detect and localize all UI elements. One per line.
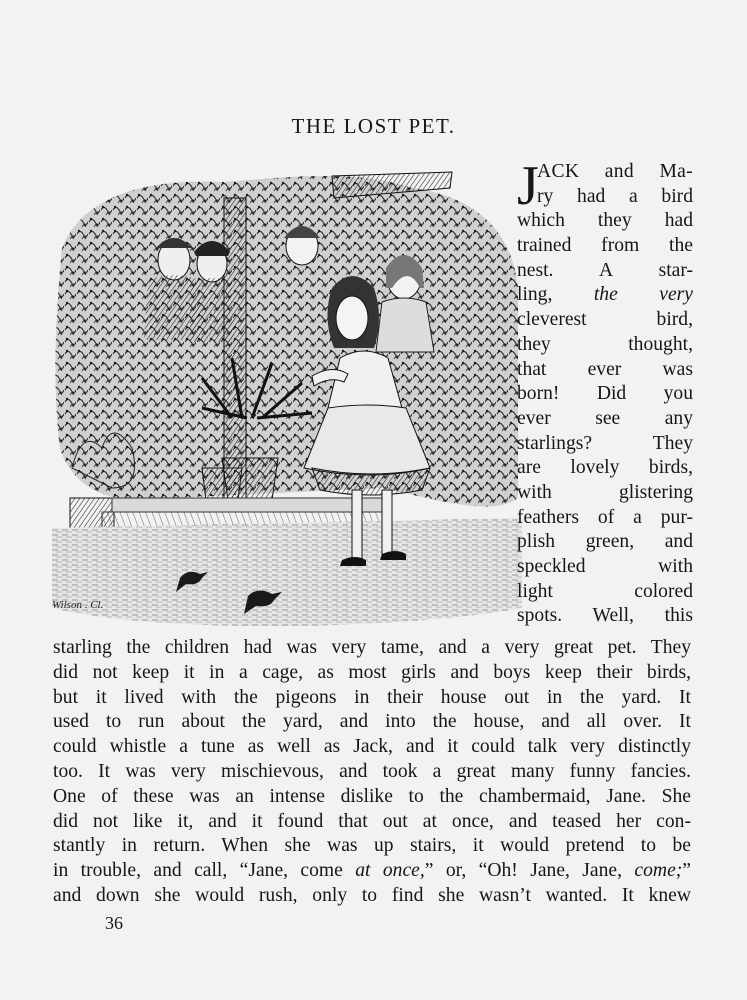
side-line-italic: [517, 283, 693, 308]
page-title: THE LOST PET.: [291, 114, 456, 138]
body-line: too. It was very mischievous, and took a great many funny fancies.: [53, 760, 691, 782]
engraving-garden-scene: [52, 168, 522, 636]
body-line: did not keep it in a cage, as most girls and boys keep their birds,: [53, 661, 691, 683]
side-line: that ever was: [517, 358, 693, 380]
side-line: light colored: [517, 580, 693, 602]
side-line: plish green, and: [517, 531, 693, 553]
body-line: could whistle a tune as well as Jack, and it could talk very distinctly: [53, 736, 691, 758]
side-line: born! Did you: [517, 383, 693, 405]
side-line: ACK and Ma-: [537, 161, 693, 182]
page-number: 36: [105, 913, 123, 933]
body-fragment: ” or, “Oh! Jane, Jane,: [424, 860, 635, 882]
side-line: nest. A star-: [517, 259, 693, 281]
body-fragment: ”: [682, 860, 691, 882]
body-fragment: in trouble, and call, “Jane, come: [53, 860, 356, 882]
body-line: did not like it, and it found that out at once, and teased her con-: [53, 810, 691, 832]
body-line: but it lived with the pigeons in their house out in the yard. It: [53, 686, 691, 708]
side-line: feathers of a pur-: [517, 506, 693, 528]
side-line: speckled with: [517, 556, 693, 577]
engraving-illustration: [52, 168, 522, 636]
body-line: stantly in return. When she was up stairs, it would pretend to be: [53, 835, 691, 857]
side-text-column: [517, 155, 693, 629]
side-line-prefix: ling,: [517, 284, 594, 306]
side-line: with glistering: [517, 481, 693, 503]
body-line: and down she would rush, only to find she wasn’t wanted. It knew: [53, 884, 691, 906]
body-text: [53, 636, 691, 909]
body-line: One of these was an intense dislike to the chambermaid, Jane. She: [53, 785, 691, 807]
side-line: spots. Well, this: [517, 605, 693, 627]
side-line: are lovely birds,: [517, 457, 693, 479]
body-line: starling the children had was very tame, and a very great pet. They: [53, 637, 691, 658]
side-line: they thought,: [517, 333, 693, 355]
artist-signature: Wilson . Cl.: [52, 599, 104, 611]
side-line: ever see any: [517, 407, 693, 429]
side-line: which they had: [517, 210, 693, 232]
body-emphasis: come;: [634, 860, 683, 882]
side-line: ry had a bird: [537, 185, 693, 207]
side-line: cleverest bird,: [517, 309, 693, 331]
side-line: starlings? They: [517, 432, 693, 454]
side-line: trained from the: [517, 235, 693, 257]
side-line-emphasis: the very: [593, 284, 693, 306]
drop-cap: J: [517, 155, 539, 217]
body-emphasis: at once,: [355, 860, 425, 882]
body-line-mixed: [53, 859, 691, 884]
body-line: used to run about the yard, and into the house, and all over. It: [53, 711, 691, 733]
